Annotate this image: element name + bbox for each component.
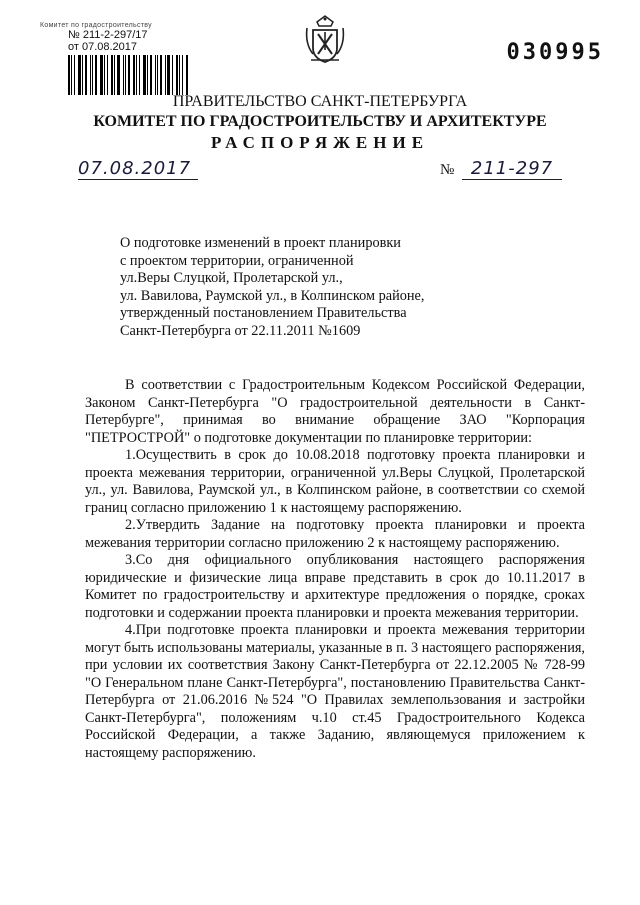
subject-line: утвержденный постановлением Правительства: [120, 305, 407, 321]
barcode-bar: [143, 55, 146, 95]
document-type-title: РАСПОРЯЖЕНИЕ: [210, 133, 430, 152]
barcode-bar: [78, 55, 81, 95]
clause-1-paragraph: 1.Осуществить в срок до 10.08.2018 подготовку проекта планировки и проекта межевания территории, ограниченной ул.Веры Слуцкой, Пролетарской ул., ул. Вавилова, Раумской ул., в Колпинском районе, в соответствии со схемой границ согласно приложению 1 к настоящему распоряжению.: [85, 447, 585, 516]
order-date-handwritten: 07.08.2017: [78, 158, 198, 180]
clause-3-paragraph: 3.Со дня официального опубликования настоящего распоряжения юридические и физические лица вправе представить в срок до 10.11.2017 в Комитет по градостроительству и архитектуре предложения о порядке, сроках подготовки и содержании проекта планировки и проекта межевания территории.: [85, 552, 585, 621]
barcode-bar: [160, 55, 162, 95]
subject-line: ул. Вавилова, Раумской ул., в Колпинском районе,: [120, 287, 425, 304]
barcode-bar: [85, 55, 87, 95]
barcode-bar: [95, 55, 97, 95]
barcode-bar: [155, 55, 156, 95]
barcode-bar: [107, 55, 108, 95]
order-number-handwritten: 211-297: [462, 158, 562, 180]
barcode-bar: [114, 55, 115, 95]
barcode-bar: [128, 55, 130, 95]
barcode-bar: [176, 55, 178, 95]
barcode-bar: [165, 55, 166, 95]
barcode-bar: [125, 55, 126, 95]
barcode-bar: [104, 55, 105, 95]
barcode-bar: [136, 55, 137, 95]
registration-date: от 07.08.2017: [68, 41, 138, 53]
document-serial-number: 030995: [506, 40, 604, 65]
subject-line: О подготовке изменений в проект планировки: [120, 235, 401, 251]
registration-stamp: [40, 22, 190, 95]
registration-number: № 211-2-297/17: [68, 29, 148, 41]
barcode-bar: [150, 55, 152, 95]
barcode-bar: [157, 55, 158, 95]
clause-4-paragraph: 4.При подготовке проекта планировки и проекта межевания территории могут быть использованы материалы, указанные в п. 3 настоящего распоряжения, при условии их соответствия Закону Санкт-Петербурга от 22.12.2005 № 728-99 "О Генеральном плане Санкт-Петербурга", постановлению Правительства Санкт-Петербурга от 21.06.2016 №524 "О Правилах землепользования и застройки Санкт-Петербурга", положениям ч.10 ст.45 Градостроительного Кодекса Российской Федерации, а также Заданию, являющемуся приложением к настоящему распоряжению.: [85, 622, 585, 761]
barcode-bar: [100, 55, 103, 95]
coat-of-arms-emblem: [303, 14, 347, 66]
barcode-bar: [133, 55, 135, 95]
subject-line: Санкт-Петербурга от 22.11.2011 №1609: [120, 322, 361, 339]
preamble-paragraph: В соответствии с Градостроительным Кодексом Российской Федерации, Законом Санкт-Петербурга "О градостроительной деятельности в Санкт-Петербурге", принимая во внимание обращение ЗАО "Корпорация "ПЕТРОСТРОЙ" о подготовке документации по планировке территории:: [85, 377, 585, 446]
barcode-bar: [90, 55, 91, 95]
order-number-label: №: [440, 162, 455, 178]
barcode-bar: [147, 55, 148, 95]
subject-line: с проектом территории, ограниченной: [120, 252, 354, 269]
barcode-bar: [139, 55, 140, 95]
barcode-bar: [71, 55, 72, 95]
barcode-bar: [172, 55, 173, 95]
order-body: [85, 377, 585, 762]
barcode-bar: [82, 55, 83, 95]
barcode-bar: [74, 55, 75, 95]
barcode-bar: [167, 55, 170, 95]
registration-stamp-header: Комитет по градостроительству: [40, 22, 152, 29]
barcode: [68, 55, 190, 95]
clause-2-paragraph: 2.Утвердить Задание на подготовку проекта планировки и проекта межевания территории согласно приложению 2 к настоящему распоряжению.: [85, 517, 585, 551]
order-subject: [120, 235, 480, 340]
barcode-bar: [68, 55, 70, 95]
barcode-bar: [111, 55, 113, 95]
government-heading: ПРАВИТЕЛЬСТВО САНКТ-ПЕТЕРБУРГА: [172, 93, 468, 110]
subject-line: ул.Веры Слуцкой, Пролетарской ул.,: [120, 270, 343, 286]
barcode-bar: [179, 55, 180, 95]
committee-heading: КОМИТЕТ ПО ГРАДОСТРОИТЕЛЬСТВУ И АРХИТЕКТУРЕ: [93, 113, 547, 130]
barcode-bar: [117, 55, 120, 95]
barcode-bar: [92, 55, 93, 95]
barcode-bar: [182, 55, 183, 95]
barcode-bar: [186, 55, 188, 95]
barcode-bar: [123, 55, 124, 95]
